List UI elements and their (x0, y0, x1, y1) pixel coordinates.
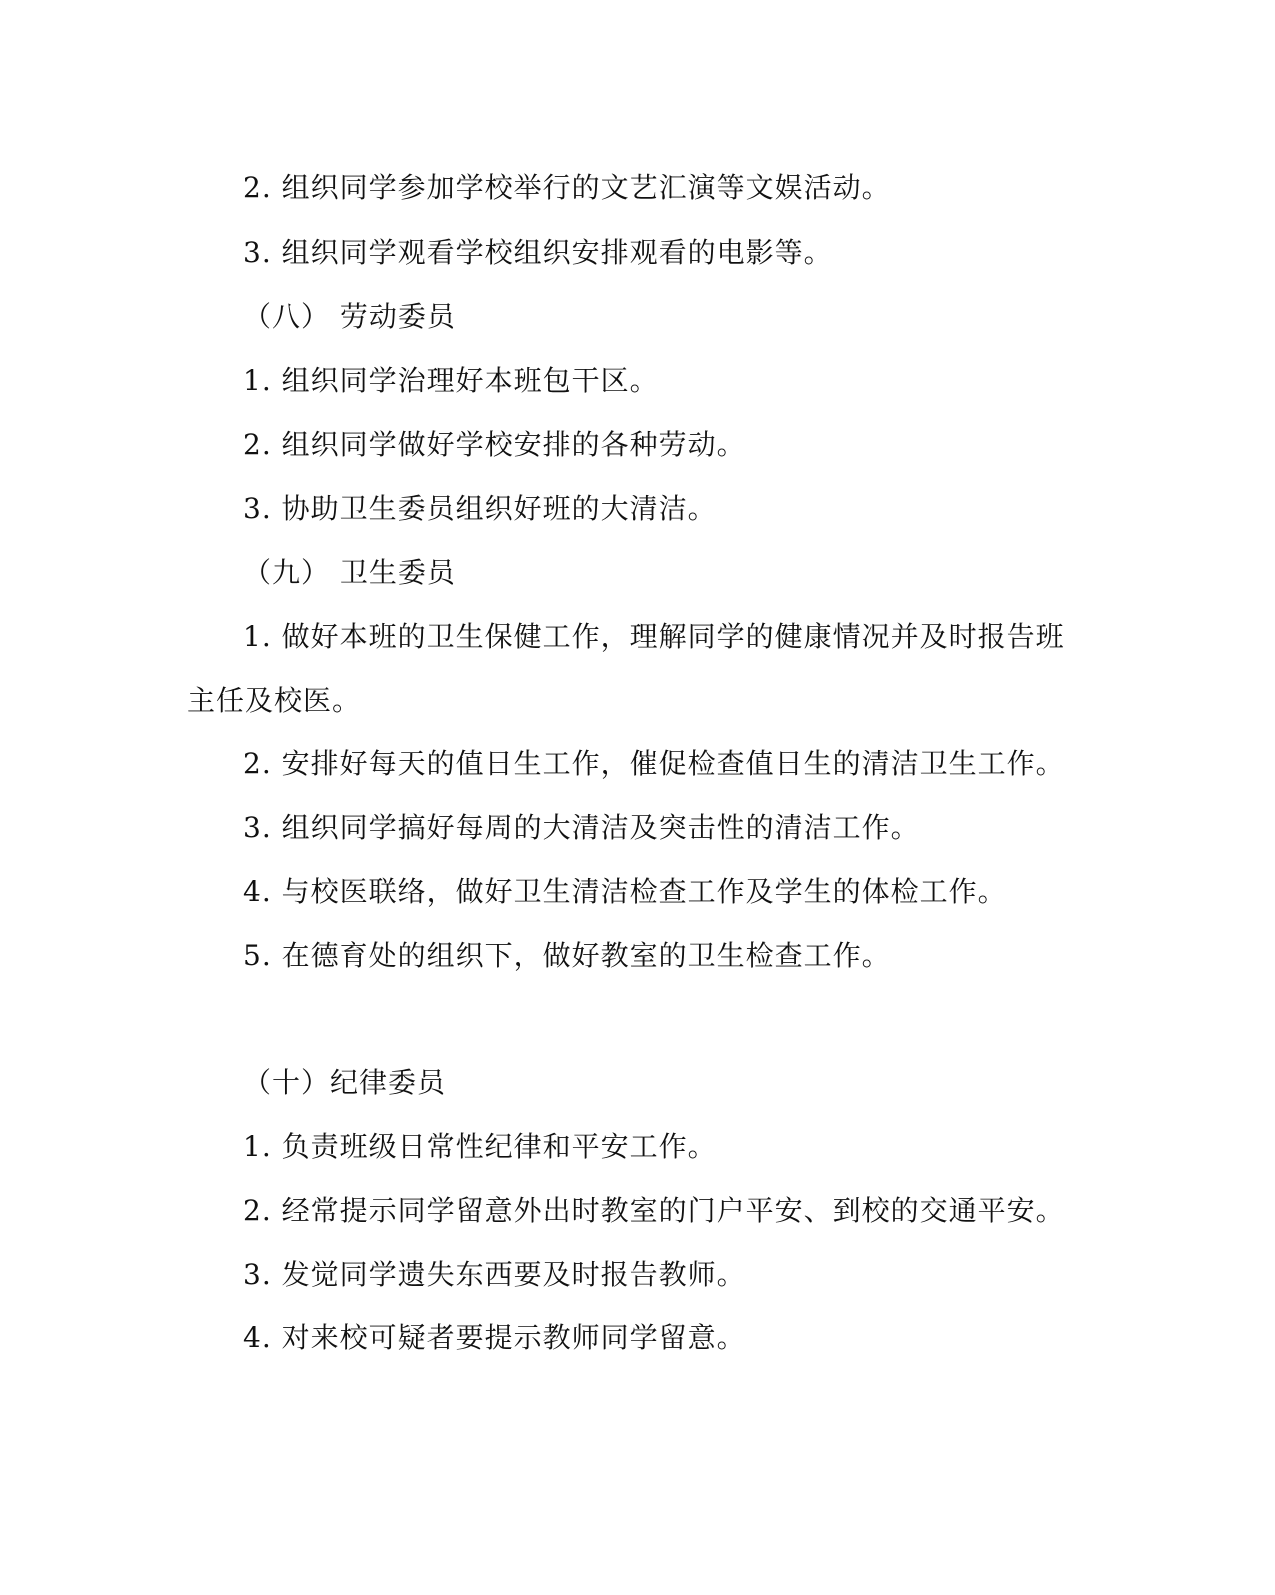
section-heading-labor: （八） 劳动委员 (243, 300, 456, 333)
list-item-hygiene-4: 4. 与校医联络，做好卫生清洁检查工作及学生的体检工作。 (243, 875, 1007, 908)
list-item-arts-2: 2. 组织同学参加学校举行的文艺汇演等文娱活动。 (243, 171, 891, 204)
list-item-hygiene-5: 5. 在德育处的组织下，做好教室的卫生检查工作。 (243, 939, 891, 972)
list-item-labor-1: 1. 组织同学治理好本班包干区。 (243, 364, 659, 397)
list-item-discipline-3: 3. 发觉同学遗失东西要及时报告教师。 (243, 1258, 746, 1291)
list-item-labor-3: 3. 协助卫生委员组织好班的大清洁。 (243, 492, 717, 525)
section-heading-discipline: （十）纪律委员 (243, 1066, 447, 1099)
list-item-hygiene-3: 3. 组织同学搞好每周的大清洁及突击性的清洁工作。 (243, 811, 920, 844)
list-item-discipline-1: 1. 负责班级日常性纪律和平安工作。 (243, 1130, 717, 1163)
list-item-hygiene-1: 1. 做好本班的卫生保健工作，理解同学的健康情况并及时报告班 (243, 620, 1065, 653)
list-item-hygiene-2: 2. 安排好每天的值日生工作，催促检查值日生的清洁卫生工作。 (243, 747, 1065, 780)
list-item-hygiene-1-continued: 主任及校医。 (187, 684, 362, 717)
section-heading-hygiene: （九） 卫生委员 (243, 556, 456, 589)
list-item-discipline-4: 4. 对来校可疑者要提示教师同学留意。 (243, 1321, 746, 1354)
list-item-labor-2: 2. 组织同学做好学校安排的各种劳动。 (243, 428, 746, 461)
list-item-arts-3: 3. 组织同学观看学校组织安排观看的电影等。 (243, 236, 833, 269)
list-item-discipline-2: 2. 经常提示同学留意外出时教室的门户平安、到校的交通平安。 (243, 1194, 1065, 1227)
